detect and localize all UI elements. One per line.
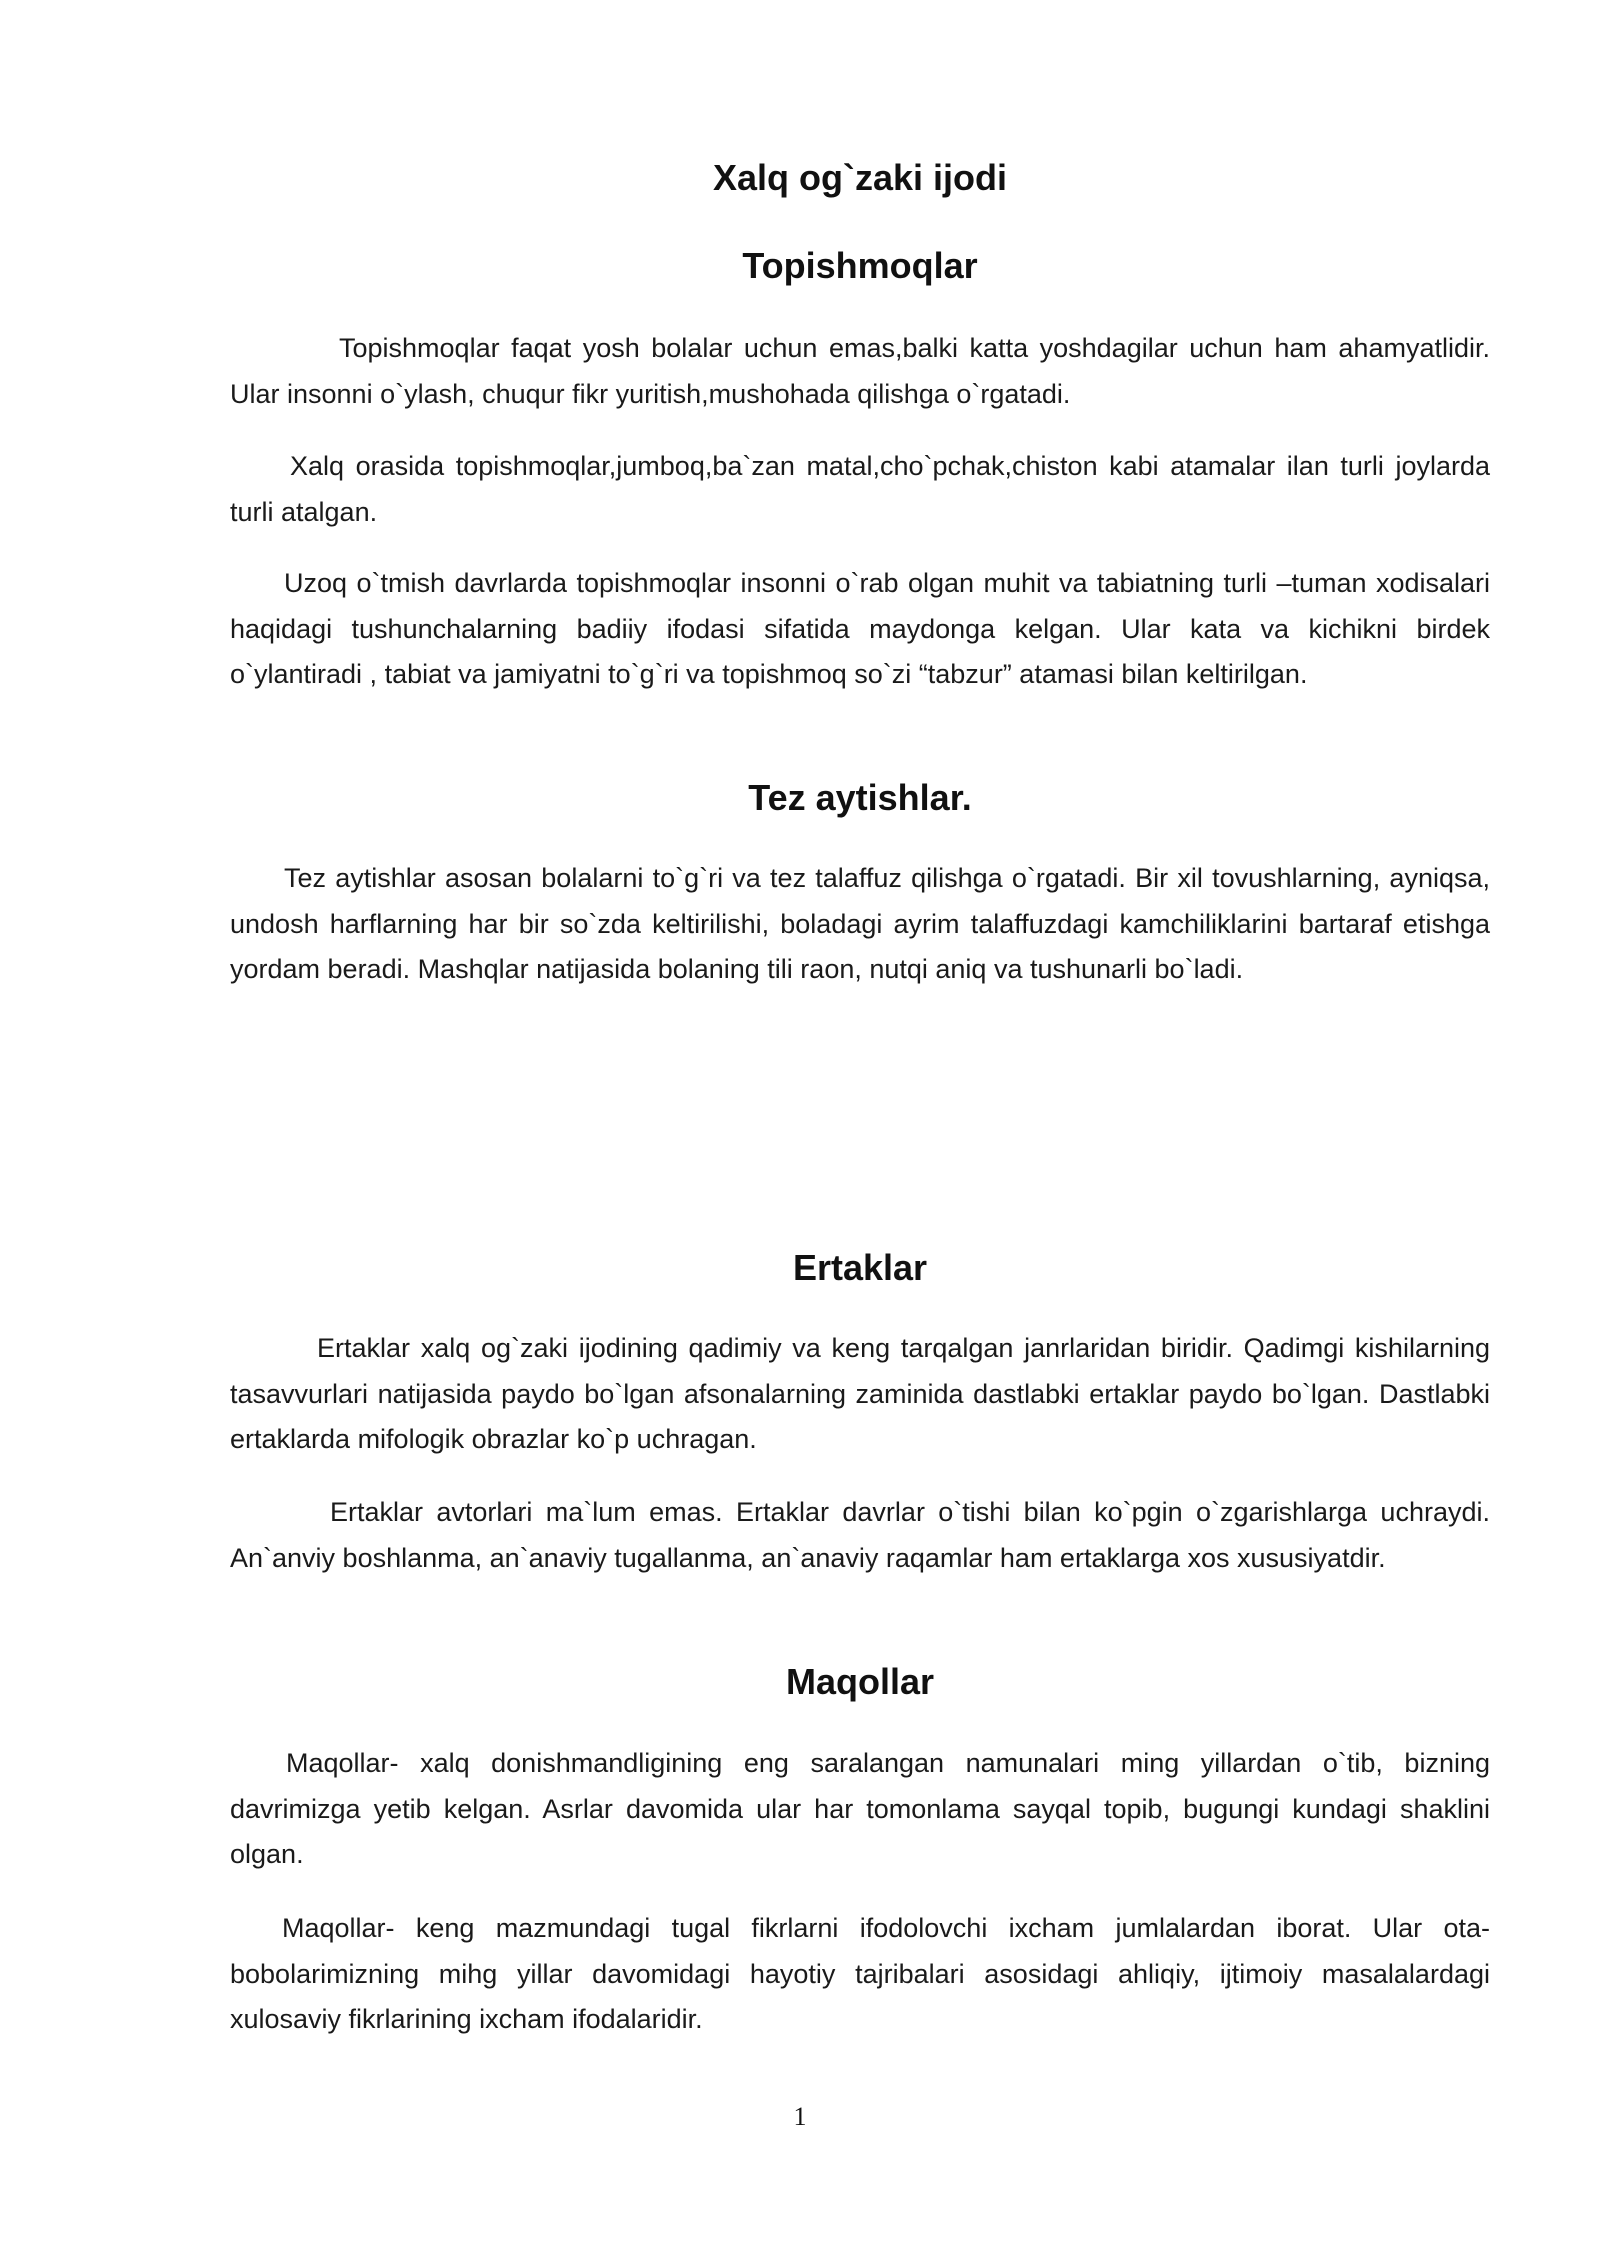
- section-heading-topishmoqlar: Topishmoqlar: [742, 245, 978, 286]
- section-heading-ertaklar: Ertaklar: [792, 1247, 928, 1288]
- paragraph-topishmoqlar-1: Topishmoqlar faqat yosh bolalar uchun emas,balki katta yoshdagilar uchun ham ahamyatlidir. Ular insonni o`ylash, chuqur fikr yuritish,mushohada qilishga o`rgatadi.: [230, 333, 1490, 409]
- paragraph-topishmoqlar-2: Xalq orasida topishmoqlar,jumboq,ba`zan matal,cho`pchak,chiston kabi atamalar ilan turli joylarda turli atalgan.: [230, 451, 1490, 527]
- section-heading-tez-aytishlar: Tez aytishlar.: [748, 777, 972, 818]
- paragraph-ertaklar-1: Ertaklar xalq og`zaki ijodining qadimiy va keng tarqalgan janrlaridan biridir. Qadimgi kishilarning tasavvurlari natijasida paydo bo`lgan afsonalarning zaminida dastlabki ertaklar paydo bo`lgan. Dastlabki ertaklarda mifologik obrazlar ko`p uchragan.: [230, 1333, 1490, 1454]
- page-number: 1: [793, 2102, 807, 2131]
- paragraph-ertaklar-2: Ertaklar avtorlari ma`lum emas. Ertaklar davrlar o`tishi bilan ko`pgin o`zgarishlarga uchraydi. An`anviy boshlanma, an`anaviy tugallanma, an`anaviy raqamlar ham ertaklarga xos xususiyatdir.: [230, 1497, 1490, 1573]
- document-title: Xalq og`zaki ijodi: [712, 157, 1008, 198]
- paragraph-topishmoqlar-3: Uzoq o`tmish davrlarda topishmoqlar insonni o`rab olgan muhit va tabiatning turli –tuman xodisalari haqidagi tushunchalarning badiiy ifodasi sifatida maydonga kelgan. Ular kata va kichikni birdek o`ylantiradi , tabiat va jamiyatni to`g`ri va topishmoq so`zi “tabzur” atamasi bilan keltirilgan.: [230, 568, 1490, 689]
- paragraph-maqollar-1: Maqollar- xalq donishmandligining eng saralangan namunalari ming yillardan o`tib, bizning davrimizga yetib kelgan. Asrlar davomida ular har tomonlama sayqal topib, bugungi kundagi shaklini olgan.: [230, 1748, 1490, 1869]
- section-heading-maqollar: Maqollar: [785, 1661, 935, 1702]
- paragraph-tez-aytishlar-1: Tez aytishlar asosan bolalarni to`g`ri va tez talaffuz qilishga o`rgatadi. Bir xil tovushlarning, ayniqsa, undosh harflarning har bir so`zda keltirilishi, boladagi ayrim talaffuzdagi kamchiliklarini bartaraf etishga yordam beradi. Mashqlar natijasida bolaning tili raon, nutqi aniq va tushunarli bo`ladi.: [230, 863, 1490, 984]
- paragraph-maqollar-2: Maqollar- keng mazmundagi tugal fikrlarni ifodolovchi ixcham jumlalardan iborat. Ular ota-bobolarimizning mihg yillar davomidagi hayotiy tajribalari asosidagi ahliqiy, ijtimoiy masalalardagi xulosaviy fikrlarining ixcham ifodalaridir.: [230, 1913, 1490, 2034]
